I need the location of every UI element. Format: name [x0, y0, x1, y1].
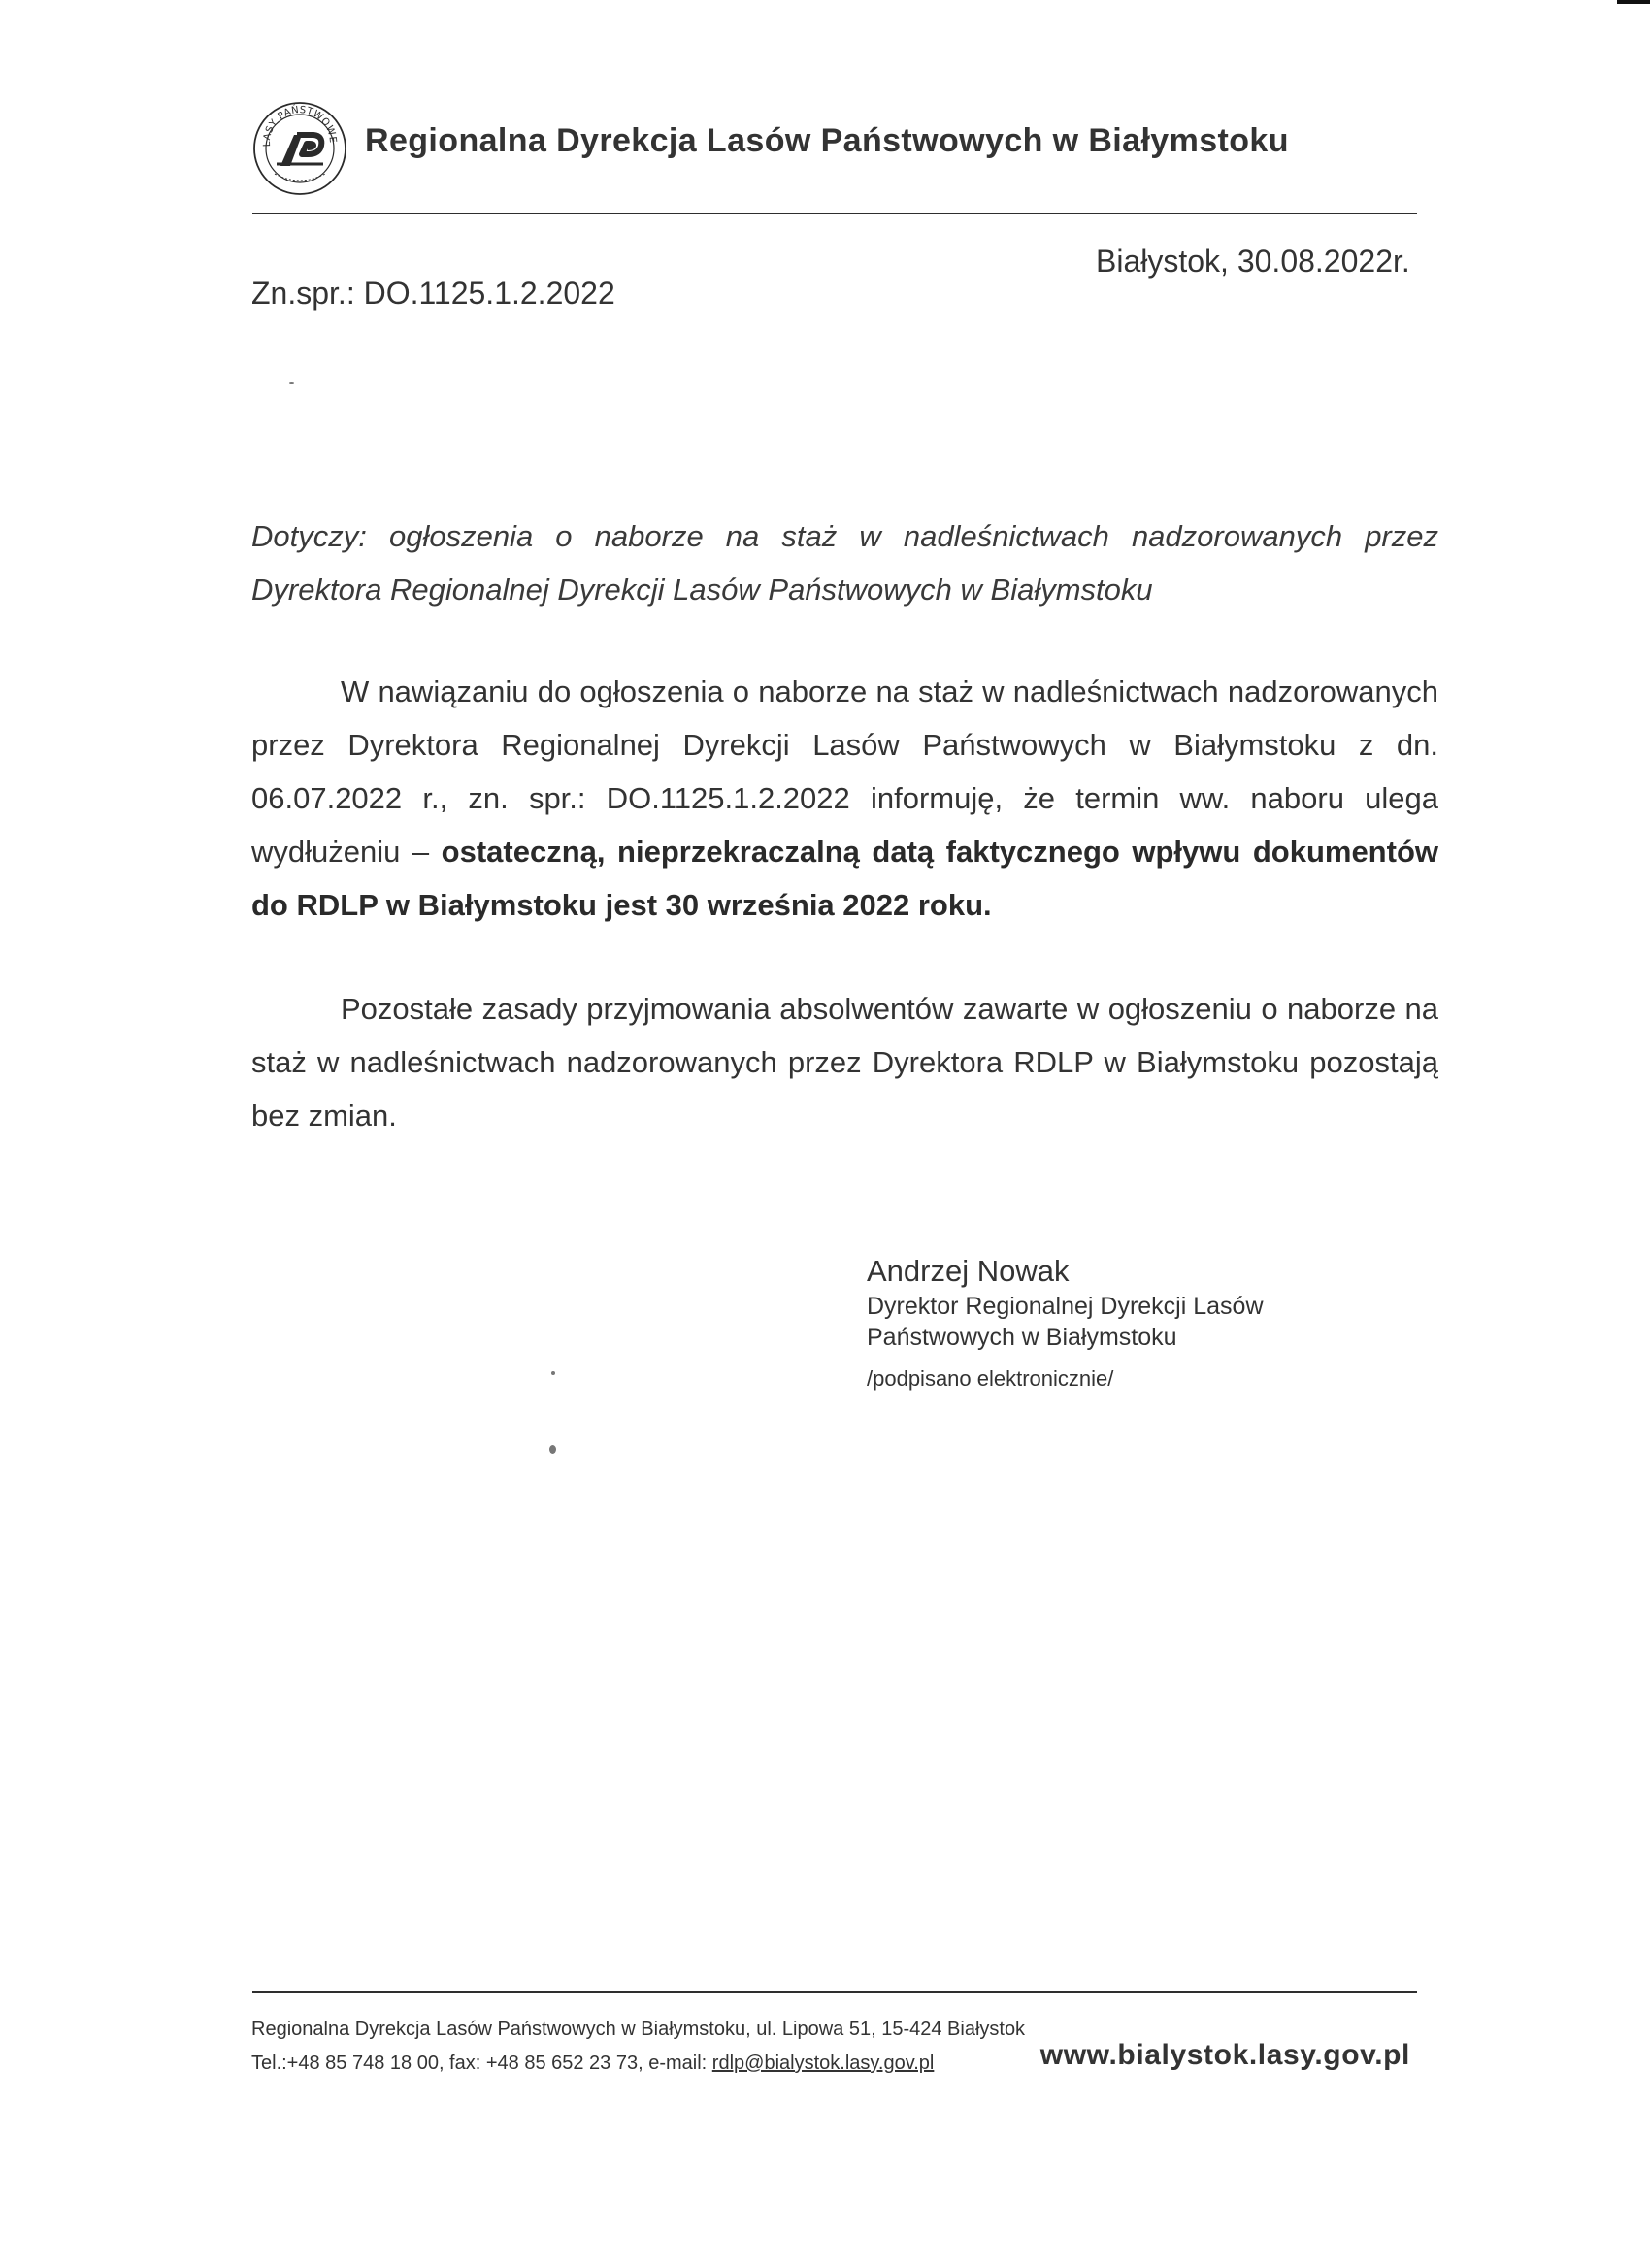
logo-text: LASY PAŃSTWOWE: [261, 105, 339, 148]
footer-phone-fax: Tel.:+48 85 748 18 00, fax: +48 85 652 23 73, e-mail:: [251, 2053, 712, 2074]
header-divider: [252, 213, 1417, 214]
organization-name: Regionalna Dyrekcja Lasów Państwowych w Białymstoku: [365, 122, 1289, 159]
scan-speck: [549, 1445, 556, 1454]
signature-block: [867, 1252, 1323, 1394]
body-paragraph-1: [251, 665, 1438, 932]
footer-email-link[interactable]: rdlp@bialystok.lasy.gov.pl: [711, 2053, 935, 2074]
reference-number: Zn.spr.: DO.1125.1.2.2022: [251, 276, 615, 311]
body-paragraph-2: Pozostałe zasady przyjmowania absolwentów zawarte w ogłoszeniu o naborze na staż w nadleśnictwach nadzorowanych przez Dyrektora RDLP w Białymstoku pozostają bez zmian.: [251, 992, 1438, 1133]
svg-text:LASY PAŃSTWOWE: [262, 103, 338, 147]
subject-line: Dotyczy: ogłoszenia o naborze na staż w nadleśnictwach nadzorowanych przez Dyrektora Regionalnej Dyrekcji Lasów Państwowych w Białymstoku: [251, 519, 1438, 607]
scan-speck: [551, 1371, 555, 1375]
signature-note: /podpisano elektronicznie/: [867, 1366, 1114, 1391]
signatory-name: Andrzej Nowak: [867, 1254, 1070, 1288]
scan-corner-mark: [1617, 0, 1650, 4]
deadline-emphasis: ostateczną, nieprzekraczalną datą faktycznego wpływu dokumentów do RDLP w Białymstoku jest 30 września 2022 roku.: [251, 835, 1438, 922]
signatory-title: Dyrektor Regionalnej Dyrekcji Lasów Państwowych w Białymstoku: [867, 1293, 1264, 1351]
lasy-panstwowe-logo: [251, 100, 348, 197]
footer-contact: [251, 2053, 934, 2075]
place-and-date: Białystok, 30.08.2022r.: [1096, 244, 1410, 279]
footer-address: Regionalna Dyrekcja Lasów Państwowych w Białymstoku, ul. Lipowa 51, 15-424 Białystok: [251, 2019, 1026, 2040]
footer-divider: [252, 1991, 1417, 1993]
footer-website-link[interactable]: www.bialystok.lasy.gov.pl: [1040, 2039, 1410, 2071]
paragraph-1-text: W nawiązaniu do ogłoszenia o naborze na staż w nadleśnictwach nadzorowanych przez Dyrektora Regionalnej Dyrekcji Lasów Państwowych w Białymstoku z dn. 06.07.2022 r., zn. spr.: DO.1125.1.2.2022 informuję, że termin ww. naboru ulega wydłużeniu –: [251, 674, 1438, 869]
scan-speck: [289, 382, 294, 384]
